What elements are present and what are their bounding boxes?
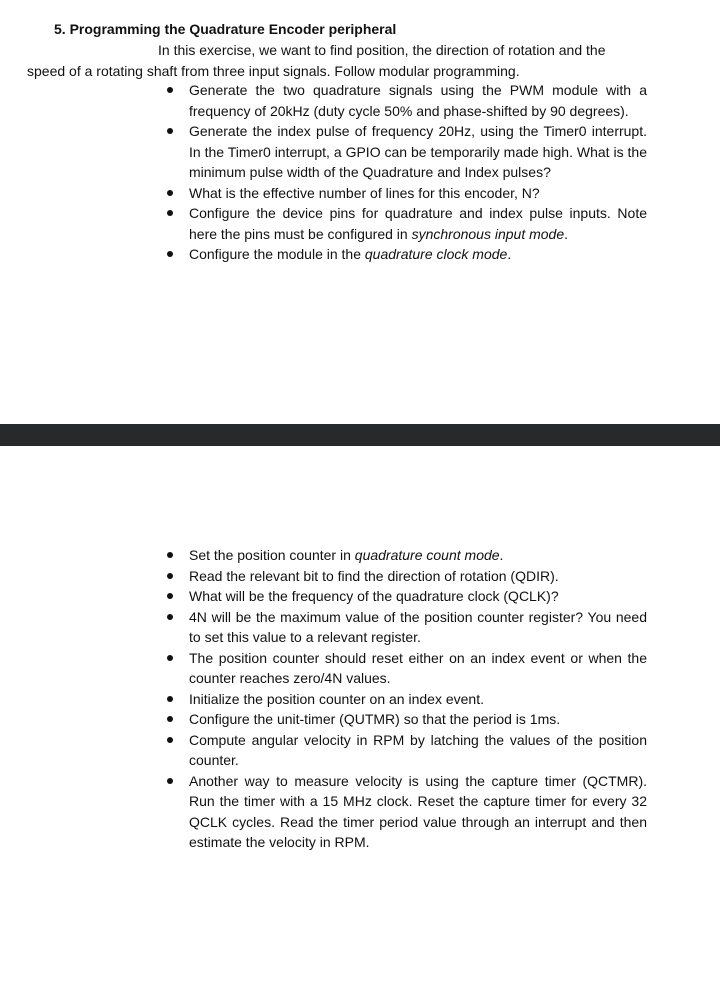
bullet-icon (167, 737, 173, 743)
list-item: Generate the two quadrature signals using the PWM module with a frequency of 20kHz (duty cycle 50% and phase-shifted by 90 degrees). (0, 80, 647, 121)
page-divider (0, 424, 720, 446)
page-top (0, 0, 720, 424)
bullet-icon (167, 778, 173, 784)
top-bullet-list (0, 80, 647, 265)
list-item: Compute angular velocity in RPM by latching the values of the position counter. (0, 730, 647, 771)
list-item: Another way to measure velocity is using the capture timer (QCTMR). Run the timer with a 15 MHz clock. Reset the capture timer for every 32 QCLK cycles. Read the timer period value through an interrupt and then estimate the velocity in RPM. (0, 771, 647, 853)
list-item: What is the effective number of lines for this encoder, N? (0, 183, 647, 204)
bullet-icon (167, 210, 173, 216)
bullet-icon (167, 87, 173, 93)
bullet-icon (167, 696, 173, 702)
list-item: Set the position counter in quadrature count mode. (0, 545, 647, 566)
list-item: Configure the module in the quadrature clock mode. (0, 244, 647, 265)
page-bottom (0, 446, 720, 995)
bullet-icon (167, 128, 173, 134)
bullet-icon (167, 593, 173, 599)
intro-paragraph (27, 40, 649, 81)
list-item: What will be the frequency of the quadrature clock (QCLK)? (0, 586, 647, 607)
bullet-icon (167, 716, 173, 722)
bullet-icon (167, 573, 173, 579)
list-item: 4N will be the maximum value of the position counter register? You need to set this value to a relevant register. (0, 607, 647, 648)
bullet-icon (167, 251, 173, 257)
list-item: Read the relevant bit to find the direction of rotation (QDIR). (0, 566, 647, 587)
bullet-icon (167, 614, 173, 620)
list-item: Generate the index pulse of frequency 20Hz, using the Timer0 interrupt. In the Timer0 interrupt, a GPIO can be temporarily made high. What is the minimum pulse width of the Quadrature and Index pulses? (0, 121, 647, 183)
intro-line-1: In this exercise, we want to find position, the direction of rotation and the (158, 42, 606, 58)
section-title: 5. Programming the Quadrature Encoder peripheral (54, 21, 397, 37)
bottom-bullet-list (0, 545, 647, 853)
list-item: Initialize the position counter on an index event. (0, 689, 647, 710)
intro-line-2: speed of a rotating shaft from three input signals. Follow modular programming. (27, 62, 520, 79)
list-item: Configure the device pins for quadrature and index pulse inputs. Note here the pins must be configured in synchronous input mode. (0, 203, 647, 244)
list-item: Configure the unit-timer (QUTMR) so that the period is 1ms. (0, 709, 647, 730)
bullet-icon (167, 655, 173, 661)
bullet-icon (167, 190, 173, 196)
bullet-icon (167, 552, 173, 558)
list-item: The position counter should reset either on an index event or when the counter reaches zero/4N values. (0, 648, 647, 689)
